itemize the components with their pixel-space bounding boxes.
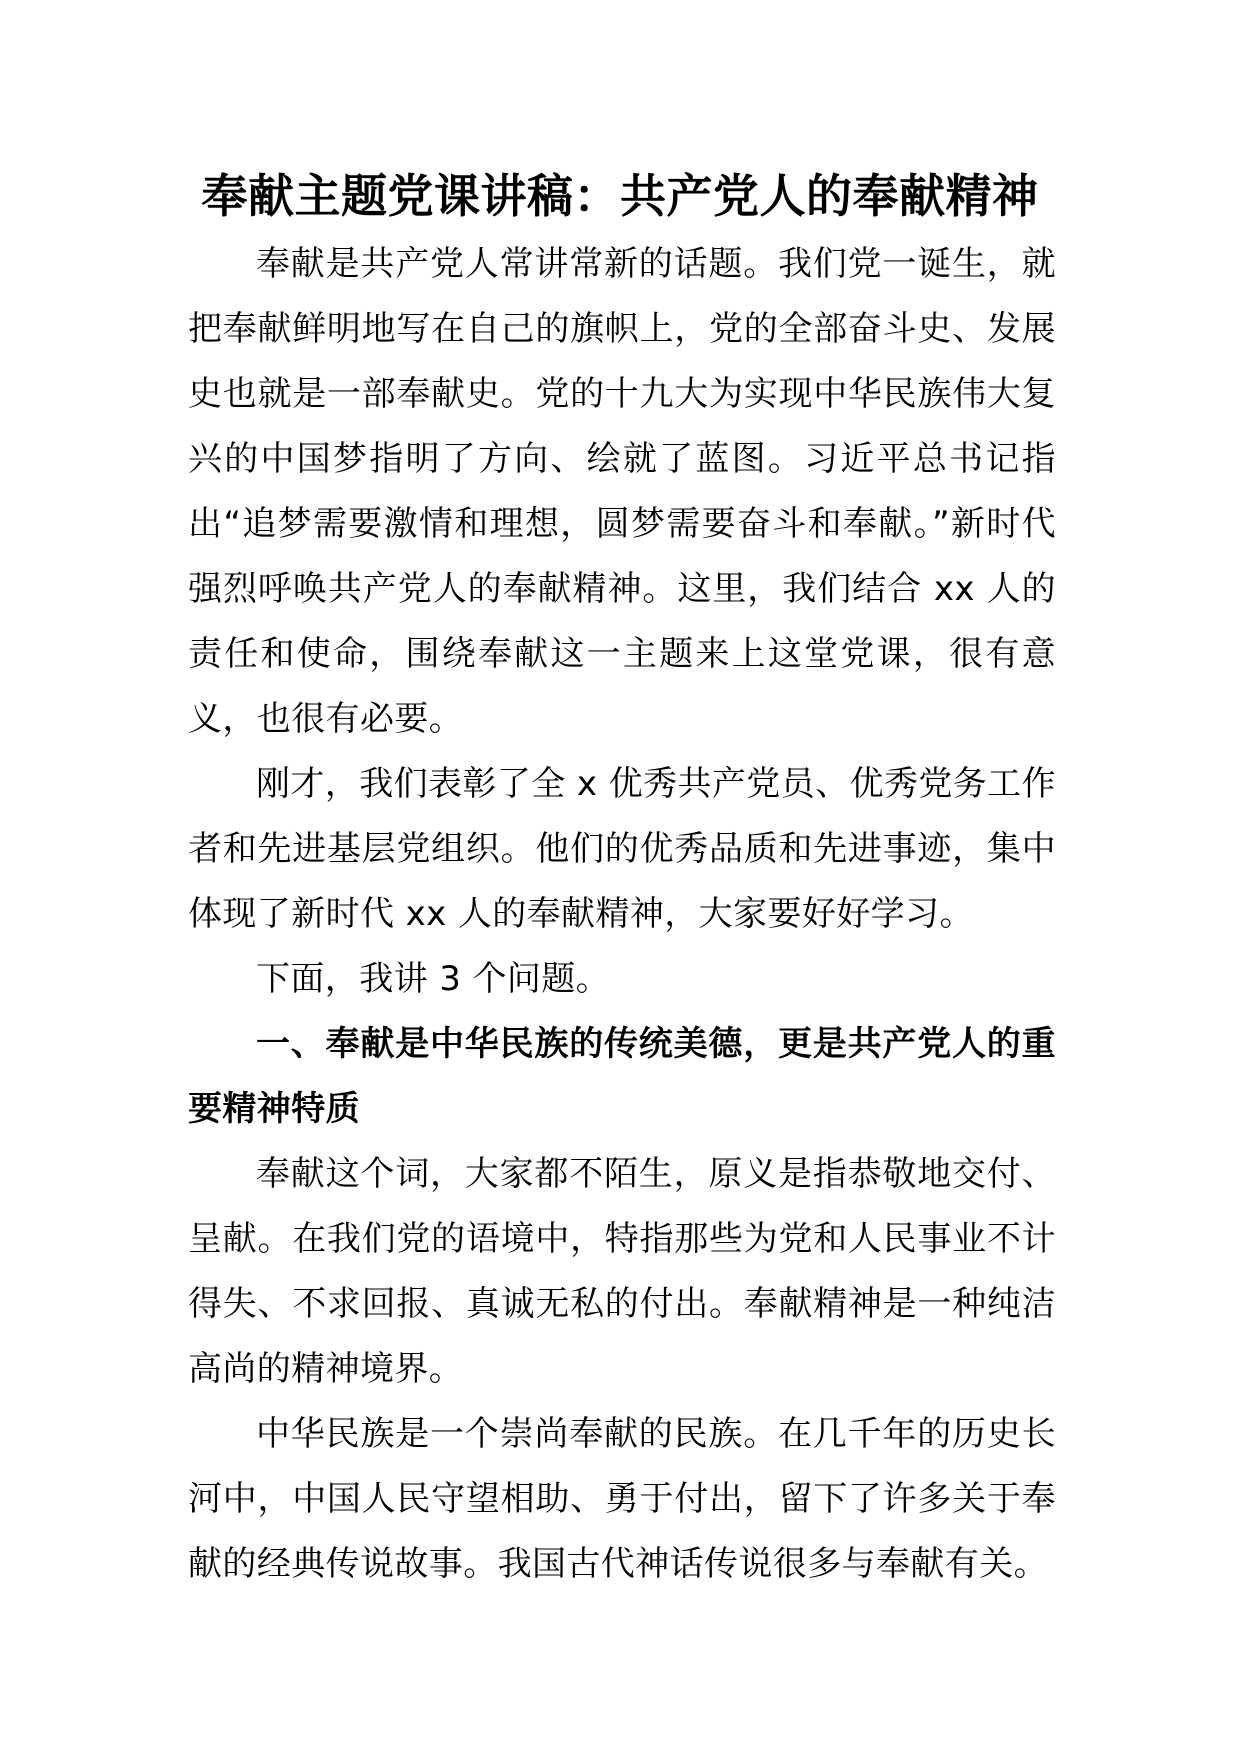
body-paragraph: 刚才，我们表彰了全 x 优秀共产党员、优秀党务工作者和先进基层党组织。他们的优秀品质和先进事迹，集中体现了新时代 xx 人的奉献精神，大家要好好学习。 [188, 764, 1056, 934]
section-heading: 一、奉献是中华民族的传统美德，更是共产党人的重要精神特质 [188, 1024, 1056, 1129]
body-paragraph: 奉献是共产党人常讲常新的话题。我们党一诞生，就把奉献鲜明地写在自己的旗帜上，党的全部奋斗史、发展史也就是一部奉献史。党的十九大为实现中华民族伟大复兴的中国梦指明了方向、绘就了蓝图。习近平总书记指出“追梦需要激情和理想，圆梦需要奋斗和奉献。”新时代强烈呼唤共产党人的奉献精神。这里，我们结合 xx 人的责任和使命，围绕奉献这一主题来上这堂党课，很有意义，也很有必要。 [188, 244, 1056, 739]
body-paragraph: 下面，我讲 3 个问题。 [256, 959, 611, 999]
body-paragraph: 中华民族是一个崇尚奉献的民族。在几千年的历史长河中，中国人民守望相助、勇于付出，留下了许多关于奉献的经典传说故事。我国古代神话传说很多与奉献有关。 [188, 1414, 1056, 1584]
document-body [188, 232, 1056, 1597]
document-title: 奉献主题党课讲稿：共产党人的奉献精神 [201, 169, 1039, 223]
body-paragraph: 奉献这个词，大家都不陌生，原义是指恭敬地交付、呈献。在我们党的语境中，特指那些为党和人民事业不计得失、不求回报、真诚无私的付出。奉献精神是一种纯洁高尚的精神境界。 [188, 1154, 1056, 1389]
